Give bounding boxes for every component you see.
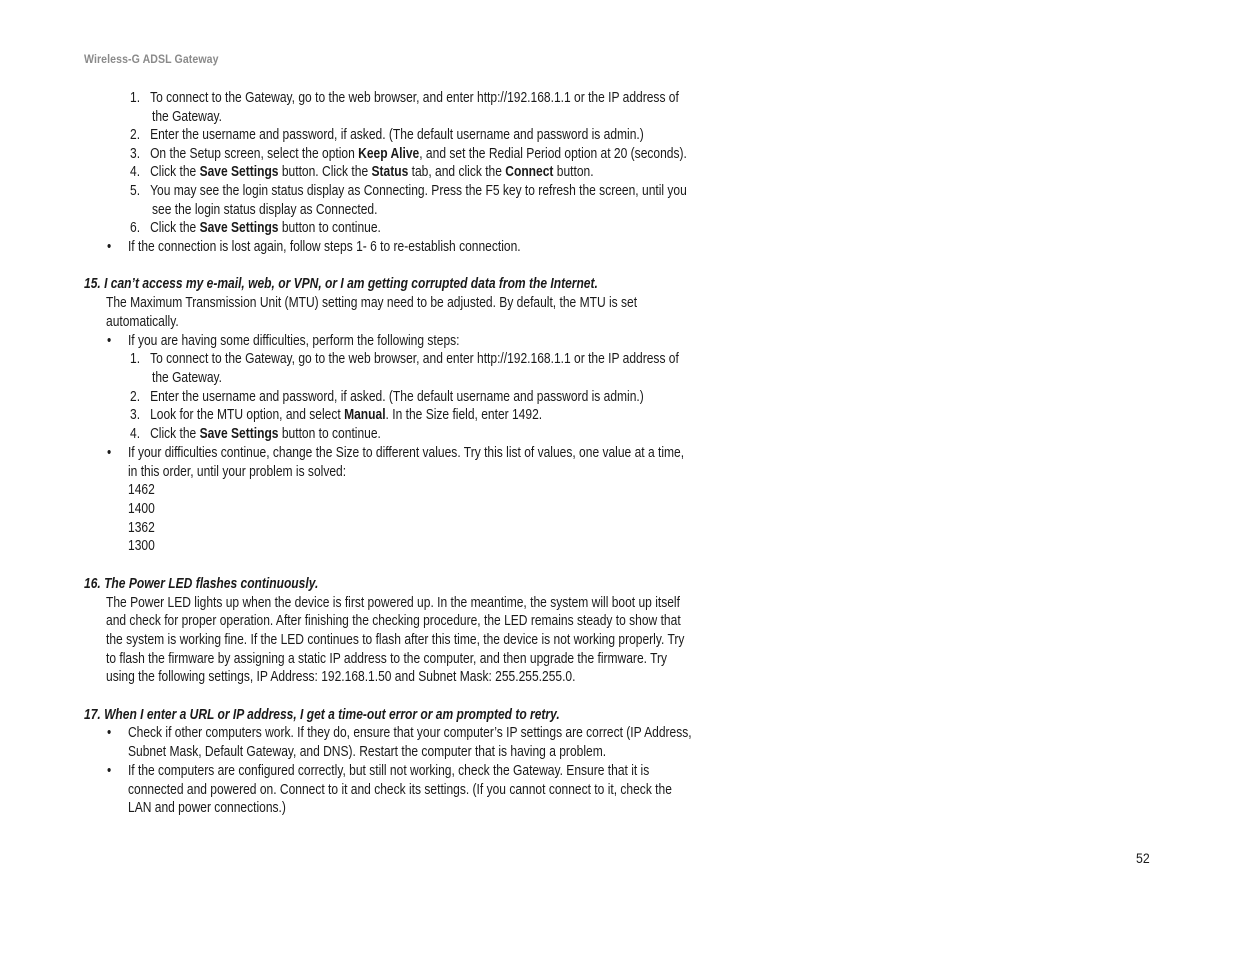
bullet-icon: • [107, 725, 112, 741]
paragraph-line: The Power LED lights up when the device is first powered up. In the meantime, the system will boot up itself [106, 595, 680, 611]
manual-term: Manual [344, 407, 386, 423]
save-settings-term: Save Settings [199, 220, 279, 236]
mtu-value: 1462 [128, 482, 155, 498]
bullet-item [107, 238, 521, 256]
mtu-value: 1362 [128, 520, 155, 536]
step-number: 3. [130, 407, 141, 423]
step-number: 4. [130, 164, 141, 180]
step-text: . In the Size field, enter 1492. [385, 407, 543, 423]
section-17-heading: 17. When I enter a URL or IP address, I get a time-out error or am prompted to retry. [84, 707, 560, 723]
step-text: On the Setup screen, select the option [150, 146, 359, 162]
save-settings-term: Save Settings [199, 164, 279, 180]
bullet-text: Check if other computers work. If they do, ensure that your computer’s IP settings are correct (IP Address, [127, 725, 692, 741]
status-term: Status [371, 164, 409, 180]
step-text: Click the [150, 220, 200, 236]
step-1-cont: the Gateway. [152, 109, 223, 125]
step-text: Click the [150, 164, 200, 180]
bullet-item [107, 444, 684, 462]
bullet-item [107, 724, 692, 742]
step-text: To connect to the Gateway, go to the web browser, and enter http://192.168.1.1 or the IP address of [150, 90, 679, 106]
paragraph-line: automatically. [106, 314, 179, 330]
bullet-text: If your difficulties continue, change the Size to different values. Try this list of values, one value at a time, [127, 445, 685, 461]
step-4 [130, 425, 381, 443]
bullet-text: If the connection is lost again, follow steps 1- 6 to re-establish connection. [127, 239, 521, 255]
step-number: 1. [130, 351, 141, 367]
step-2 [130, 388, 644, 406]
paragraph-line: to flash the firmware by assigning a static IP address to the computer, and then upgrade the firmware. Try [106, 651, 668, 667]
step-number: 2. [130, 389, 141, 405]
step-text: Click the [150, 426, 200, 442]
bullet-text-cont: Subnet Mask, Default Gateway, and DNS). Restart the computer that is having a problem. [128, 744, 607, 760]
step-text: button. Click the [278, 164, 372, 180]
step-number: 1. [130, 90, 141, 106]
paragraph-line: the system is working fine. If the LED continues to flash after this time, the device is not working properly. Try [106, 632, 685, 648]
paragraph-line: The Maximum Transmission Unit (MTU) setting may need to be adjusted. By default, the MTU is set [106, 295, 638, 311]
step-text: To connect to the Gateway, go to the web browser, and enter http://192.168.1.1 or the IP address of [150, 351, 679, 367]
bullet-text: If the computers are configured correctly, but still not working, check the Gateway. Ensure that it is [127, 763, 650, 779]
step-text: Enter the username and password, if asked. (The default username and password is admin.) [150, 389, 644, 405]
bullet-item [107, 332, 460, 350]
step-5 [130, 182, 687, 200]
step-3 [130, 145, 687, 163]
step-1 [130, 350, 679, 368]
bullet-text-cont: connected and powered on. Connect to it and check its settings. (If you cannot connect to it, check the [128, 782, 672, 798]
step-text: button. [553, 164, 594, 180]
bullet-icon: • [107, 239, 112, 255]
bullet-text-cont: in this order, until your problem is solved: [128, 464, 347, 480]
running-header: Wireless-G ADSL Gateway [84, 52, 219, 66]
section-15-heading: 15. I can’t access my e-mail, web, or VPN, or I am getting corrupted data from the Internet. [84, 276, 598, 292]
step-2 [130, 126, 644, 144]
step-5-cont: see the login status display as Connected. [152, 202, 378, 218]
step-text: You may see the login status display as Connecting. Press the F5 key to refresh the screen, until you [150, 183, 687, 199]
mtu-value: 1300 [128, 538, 155, 554]
step-4 [130, 163, 594, 181]
section-16-heading: 16. The Power LED flashes continuously. [84, 576, 319, 592]
step-6 [130, 219, 381, 237]
bullet-text: If you are having some difficulties, perform the following steps: [127, 333, 460, 349]
paragraph-line: using the following settings, IP Address: 192.168.1.50 and Subnet Mask: 255.255.255.0. [106, 669, 576, 685]
step-3 [130, 406, 542, 424]
step-text: Look for the MTU option, and select [150, 407, 345, 423]
step-number: 3. [130, 146, 141, 162]
keep-alive-term: Keep Alive [358, 146, 420, 162]
page-number: 52 [1136, 850, 1150, 866]
step-number: 6. [130, 220, 141, 236]
connect-term: Connect [505, 164, 554, 180]
save-settings-term: Save Settings [199, 426, 279, 442]
step-1-cont: the Gateway. [152, 370, 223, 386]
paragraph-line: and check for proper operation. After finishing the checking procedure, the LED remains steady to show that [106, 613, 681, 629]
bullet-icon: • [107, 445, 112, 461]
bullet-icon: • [107, 333, 112, 349]
step-text: button to continue. [278, 426, 381, 442]
step-text: Enter the username and password, if asked. (The default username and password is admin.) [150, 127, 644, 143]
mtu-value: 1400 [128, 501, 155, 517]
step-number: 5. [130, 183, 141, 199]
step-text: button to continue. [278, 220, 381, 236]
bullet-text-cont: LAN and power connections.) [128, 800, 286, 816]
bullet-item [107, 762, 649, 780]
step-number: 2. [130, 127, 141, 143]
step-text: , and set the Redial Period option at 20 (seconds). [419, 146, 687, 162]
step-text: tab, and click the [408, 164, 506, 180]
bullet-icon: • [107, 763, 112, 779]
step-number: 4. [130, 426, 141, 442]
step-1 [130, 89, 679, 107]
